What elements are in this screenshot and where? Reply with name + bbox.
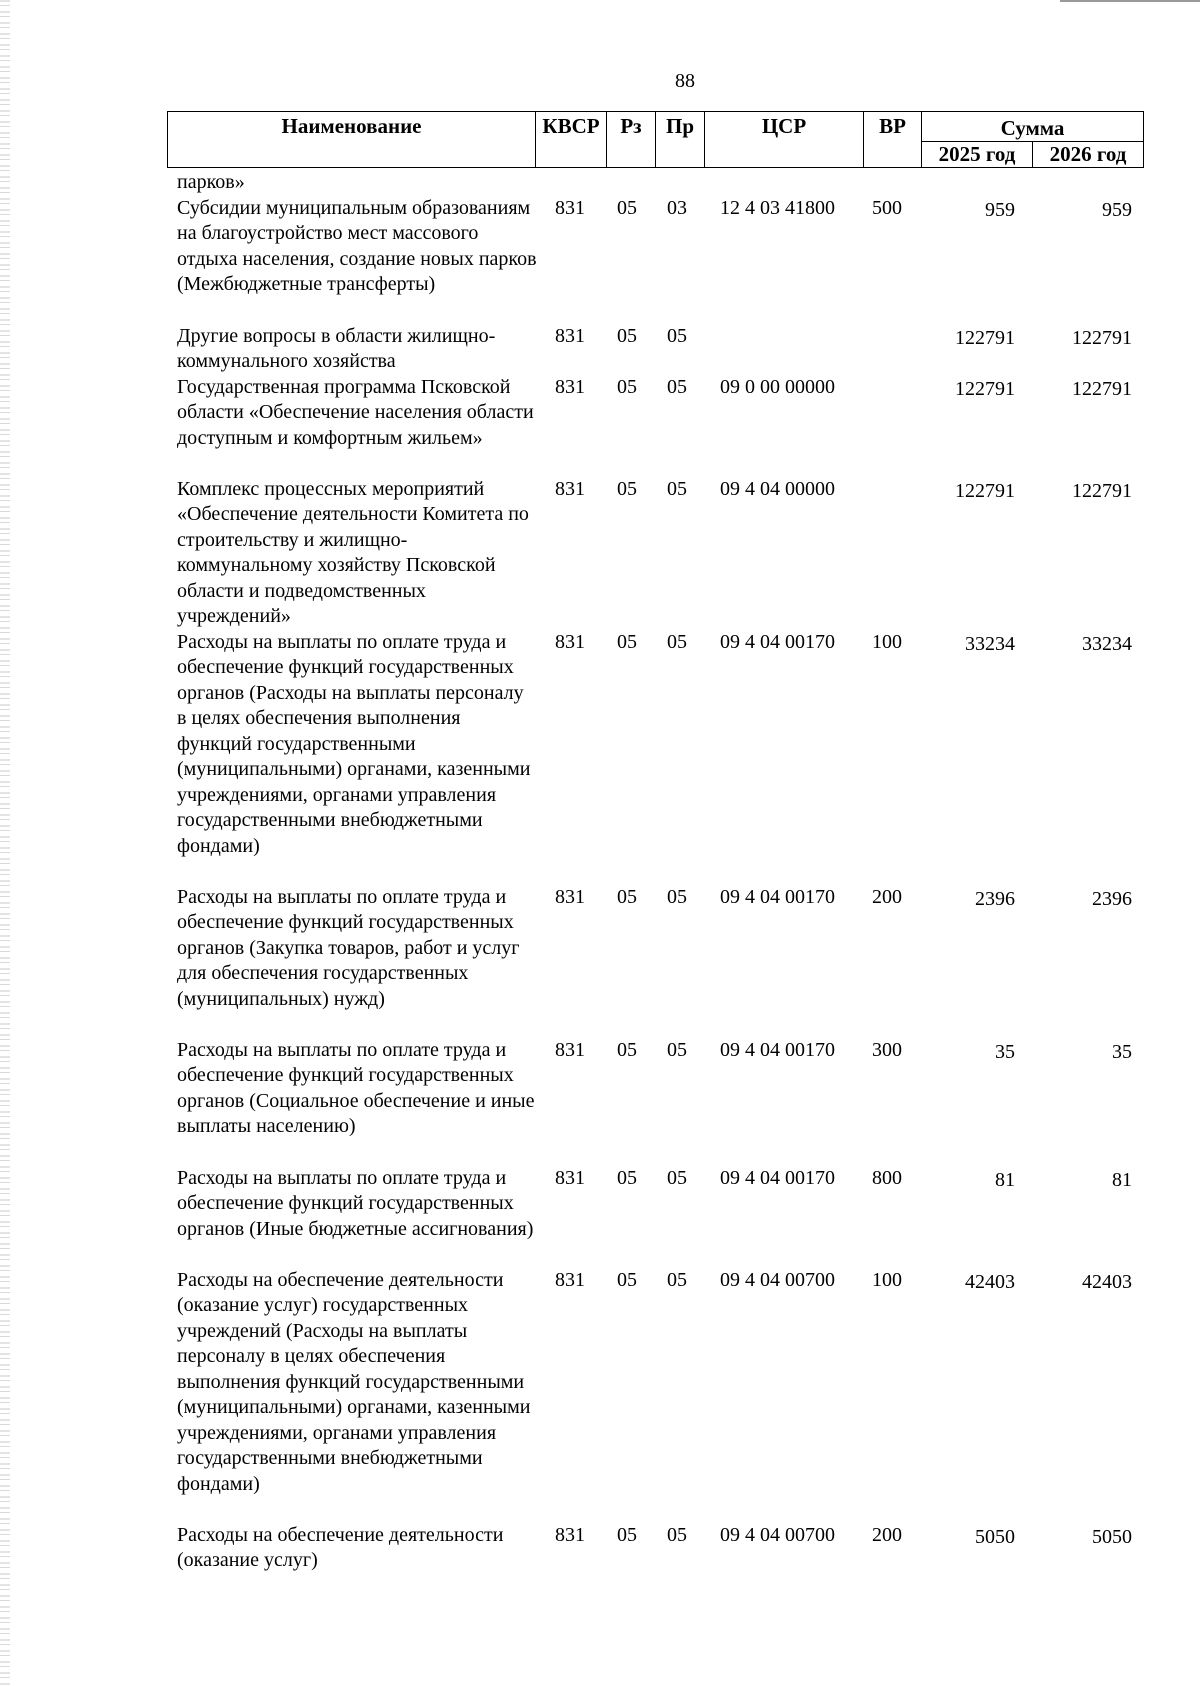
row-rz: 05 xyxy=(617,1523,637,1546)
table-row xyxy=(0,375,1200,477)
row-name: Расходы на выплаты по оплате труда и обеспечение функций государственных органов (Закупка товаров, работ и услуг для обеспечения государственных (муниципальных) нужд) xyxy=(177,885,520,1010)
row-2026: 122791 xyxy=(1072,479,1132,502)
table-row xyxy=(0,1268,1200,1523)
table-row xyxy=(0,1523,1200,1574)
table-header xyxy=(167,111,1144,168)
row-2026: 5050 xyxy=(1092,1525,1132,1548)
row-vr: 500 xyxy=(872,196,902,219)
row-pr: 05 xyxy=(667,885,687,908)
row-kvsr: 831 xyxy=(555,196,585,219)
header-kvsr: КВСР xyxy=(536,112,607,168)
row-csr: 09 4 04 00700 xyxy=(720,1523,835,1546)
table-row xyxy=(0,477,1200,630)
table-row xyxy=(0,630,1200,885)
header-sum: Сумма xyxy=(922,112,1144,142)
scan-top-line xyxy=(1060,0,1200,2)
row-csr: 09 4 04 00170 xyxy=(720,630,835,653)
row-pr: 05 xyxy=(667,630,687,653)
row-pr: 05 xyxy=(667,1038,687,1061)
row-csr: 09 0 00 00000 xyxy=(720,375,835,398)
row-csr: 09 4 04 00000 xyxy=(720,477,835,500)
row-kvsr: 831 xyxy=(555,885,585,908)
row-kvsr: 831 xyxy=(555,324,585,347)
row-2025: 2396 xyxy=(975,887,1015,910)
row-2026: 35 xyxy=(1112,1040,1132,1063)
row-2025: 33234 xyxy=(965,632,1015,655)
row-vr: 800 xyxy=(872,1166,902,1189)
row-csr: 09 4 04 00700 xyxy=(720,1268,835,1291)
row-rz: 05 xyxy=(617,885,637,908)
row-name: Другие вопросы в области жилищно-коммунального хозяйства xyxy=(177,324,496,372)
row-2025: 81 xyxy=(995,1168,1015,1191)
table-row xyxy=(0,324,1200,375)
row-rz: 05 xyxy=(617,1038,637,1061)
row-kvsr: 831 xyxy=(555,1038,585,1061)
row-2026: 42403 xyxy=(1082,1270,1132,1293)
row-2025: 122791 xyxy=(955,326,1015,349)
header-name: Наименование xyxy=(168,112,536,168)
row-rz: 05 xyxy=(617,375,637,398)
row-kvsr: 831 xyxy=(555,630,585,653)
row-rz: 05 xyxy=(617,1166,637,1189)
row-csr: 12 4 03 41800 xyxy=(720,196,835,219)
row-name: Субсидии муниципальным образованиям на благоустройство мест массового отдыха населения, создание новых парков (Межбюджетные трансферты) xyxy=(177,196,537,295)
row-name: Расходы на выплаты по оплате труда и обеспечение функций государственных органов (Социальное обеспечение и иные выплаты населению) xyxy=(177,1038,535,1137)
table-body xyxy=(0,170,1200,1574)
row-kvsr: 831 xyxy=(555,1268,585,1291)
header-2025: 2025 год xyxy=(922,142,1033,168)
row-2026: 33234 xyxy=(1082,632,1132,655)
header-vr: ВР xyxy=(864,112,922,168)
row-pr: 05 xyxy=(667,1523,687,1546)
row-2025: 5050 xyxy=(975,1525,1015,1548)
row-2026: 959 xyxy=(1102,198,1132,221)
row-rz: 05 xyxy=(617,630,637,653)
row-2025: 35 xyxy=(995,1040,1015,1063)
row-2025: 122791 xyxy=(955,479,1015,502)
row-pr: 05 xyxy=(667,477,687,500)
row-name: парков» xyxy=(177,171,245,193)
row-2026: 122791 xyxy=(1072,377,1132,400)
row-csr: 09 4 04 00170 xyxy=(720,885,835,908)
row-2025: 959 xyxy=(985,198,1015,221)
row-vr: 300 xyxy=(872,1038,902,1061)
row-kvsr: 831 xyxy=(555,1523,585,1546)
row-2026: 2396 xyxy=(1092,887,1132,910)
row-pr: 05 xyxy=(667,1268,687,1291)
row-csr: 09 4 04 00170 xyxy=(720,1038,835,1061)
row-vr: 200 xyxy=(872,885,902,908)
row-name: Расходы на выплаты по оплате труда и обеспечение функций государственных органов (Иные бюджетные ассигнования) xyxy=(177,1166,534,1240)
table-row xyxy=(0,196,1200,324)
row-rz: 05 xyxy=(617,477,637,500)
table-row xyxy=(0,885,1200,1038)
row-vr: 100 xyxy=(872,1268,902,1291)
row-rz: 05 xyxy=(617,1268,637,1291)
row-kvsr: 831 xyxy=(555,1166,585,1189)
table-row xyxy=(0,170,1200,196)
row-name: Расходы на обеспечение деятельности (оказание услуг) xyxy=(177,1523,504,1571)
row-2026: 122791 xyxy=(1072,326,1132,349)
row-rz: 05 xyxy=(617,324,637,347)
header-2026: 2026 год xyxy=(1033,142,1144,168)
row-name: Расходы на обеспечение деятельности (оказание услуг) государственных учреждений (Расходы на выплаты персоналу в целях обеспечения выполнения функций государственными (муниципальными) органами, казенными учреждениями, органами управления государственными внебюджетными фондами) xyxy=(177,1268,531,1495)
row-csr: 09 4 04 00170 xyxy=(720,1166,835,1189)
row-kvsr: 831 xyxy=(555,375,585,398)
header-rz: Рз xyxy=(607,112,656,168)
row-vr: 200 xyxy=(872,1523,902,1546)
row-2025: 42403 xyxy=(965,1270,1015,1293)
row-2025: 122791 xyxy=(955,377,1015,400)
row-pr: 05 xyxy=(667,1166,687,1189)
row-2026: 81 xyxy=(1112,1168,1132,1191)
row-vr: 100 xyxy=(872,630,902,653)
row-kvsr: 831 xyxy=(555,477,585,500)
header-pr: Пр xyxy=(656,112,705,168)
row-pr: 05 xyxy=(667,324,687,347)
table-row xyxy=(0,1166,1200,1268)
row-name: Государственная программа Псковской области «Обеспечение населения области доступным и комфортным жильем» xyxy=(177,375,534,449)
row-name: Комплекс процессных мероприятий «Обеспечение деятельности Комитета по строительству и жилищно-коммунальному хозяйству Псковской области и подведомственных учреждений» xyxy=(177,477,529,627)
row-pr: 05 xyxy=(667,375,687,398)
row-name: Расходы на выплаты по оплате труда и обеспечение функций государственных органов (Расходы на выплаты персоналу в целях обеспечения выполнения функций государственными (муниципальными) органами, казенными учреждениями, органами управления государственными внебюджетными фондами) xyxy=(177,630,531,857)
row-pr: 03 xyxy=(667,196,687,219)
page-number: 88 xyxy=(675,70,695,92)
row-rz: 05 xyxy=(617,196,637,219)
table-row xyxy=(0,1038,1200,1166)
header-csr: ЦСР xyxy=(705,112,864,168)
